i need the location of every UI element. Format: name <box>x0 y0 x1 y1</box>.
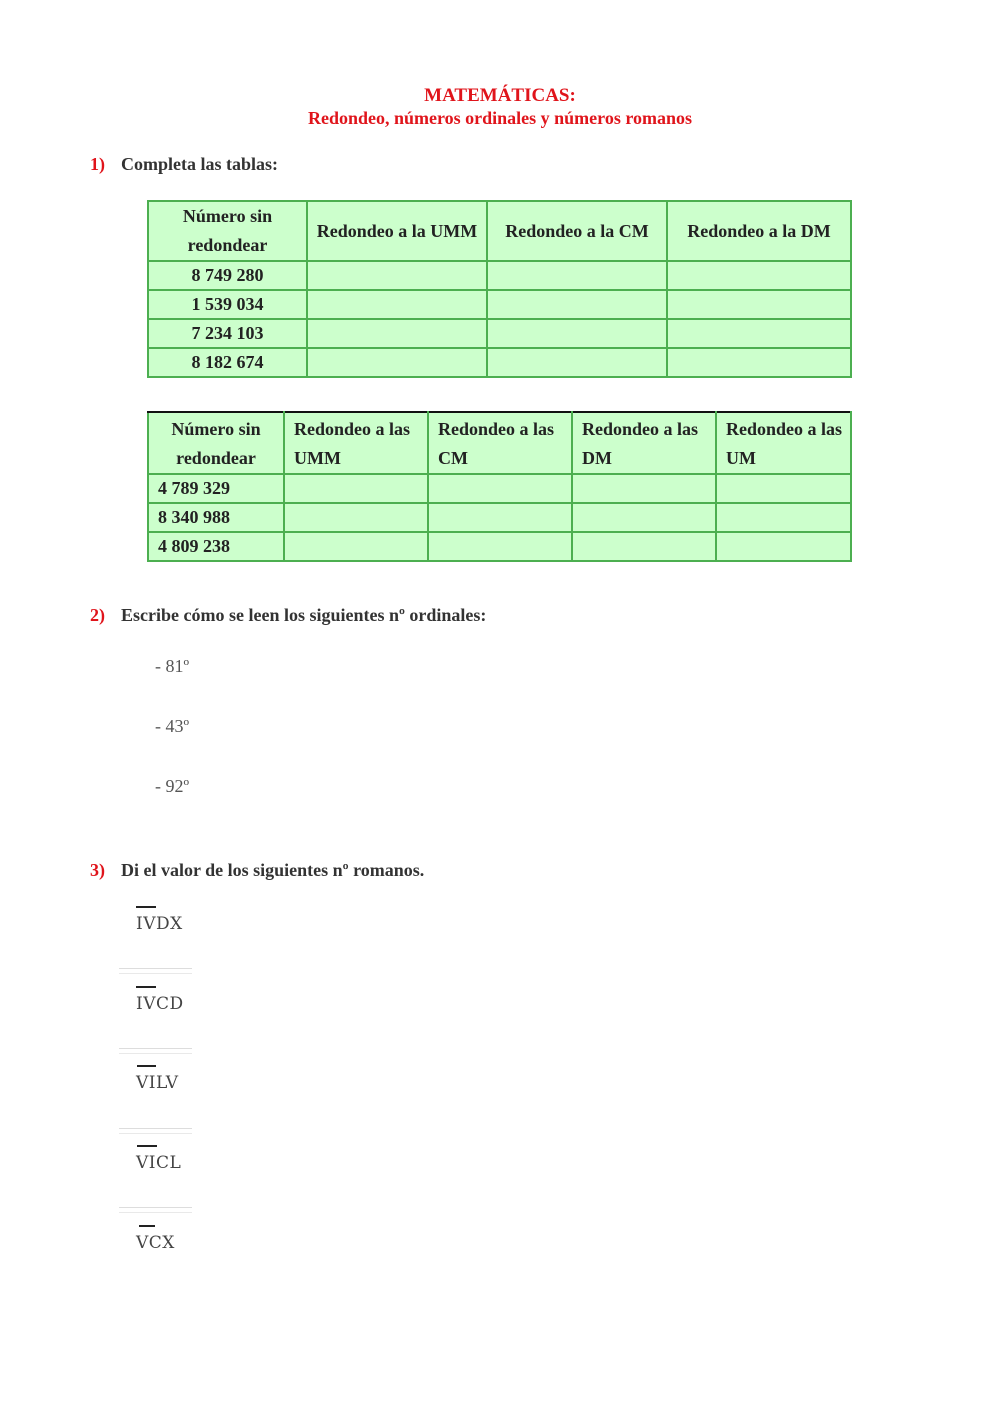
answer-cell[interactable] <box>487 290 667 319</box>
page-subtitle: Redondeo, números ordinales y números romanos <box>307 108 693 128</box>
header-cell: Número sin redondear <box>148 201 307 261</box>
header-cell: Redondeo a las UM <box>716 412 851 474</box>
answer-cell[interactable] <box>487 319 667 348</box>
roman-numeral: VICL <box>136 1153 182 1173</box>
answer-cell[interactable] <box>667 348 851 377</box>
question-text: Di el valor de los siguientes nº romanos. <box>121 860 425 880</box>
header-cell: Redondeo a la UMM <box>307 201 487 261</box>
answer-cell[interactable] <box>307 348 487 377</box>
answer-cell[interactable] <box>307 290 487 319</box>
table-row <box>148 532 851 561</box>
roman-numeral: VILV <box>136 1073 179 1093</box>
number-cell: 4 809 238 <box>148 532 284 561</box>
number-cell: 8 182 674 <box>148 348 307 377</box>
divider <box>119 1048 192 1054</box>
answer-cell[interactable] <box>284 503 428 532</box>
ordinal-item: - 43º <box>155 716 190 736</box>
answer-cell[interactable] <box>487 348 667 377</box>
table-row <box>148 503 851 532</box>
answer-cell[interactable] <box>716 503 851 532</box>
header-cell: Redondeo a las UMM <box>284 412 428 474</box>
answer-cell[interactable] <box>667 261 851 290</box>
number-cell: 8 340 988 <box>148 503 284 532</box>
rounding-table-2 <box>147 411 852 562</box>
answer-cell[interactable] <box>428 532 572 561</box>
overline-mark <box>137 1145 157 1147</box>
number-cell: 8 749 280 <box>148 261 307 290</box>
header-cell: Redondeo a la DM <box>667 201 851 261</box>
question-3 <box>90 860 424 881</box>
question-number: 2) <box>90 605 105 625</box>
table-row <box>148 261 851 290</box>
table-row <box>148 319 851 348</box>
answer-cell[interactable] <box>667 319 851 348</box>
roman-numeral: IVDX <box>136 914 183 934</box>
number-cell: 1 539 034 <box>148 290 307 319</box>
answer-cell[interactable] <box>716 532 851 561</box>
question-text: Completa las tablas: <box>121 154 278 174</box>
ordinal-item: - 92º <box>155 776 190 796</box>
answer-cell[interactable] <box>428 503 572 532</box>
divider <box>119 1207 192 1213</box>
table-row <box>148 290 851 319</box>
table-header-row <box>148 201 851 261</box>
overline-mark <box>136 906 156 908</box>
roman-numeral: VCX <box>136 1233 175 1253</box>
answer-cell[interactable] <box>307 261 487 290</box>
answer-cell[interactable] <box>284 532 428 561</box>
header-cell: Redondeo a la CM <box>487 201 667 261</box>
ordinal-item: - 81º <box>155 656 190 676</box>
number-cell: 4 789 329 <box>148 474 284 503</box>
page-title: MATEMÁTICAS: <box>424 85 576 106</box>
overline-mark <box>136 986 156 988</box>
header-cell: Número sin redondear <box>148 412 284 474</box>
answer-cell[interactable] <box>572 532 716 561</box>
overline-mark <box>137 1065 156 1067</box>
table-header-row <box>148 412 851 474</box>
answer-cell[interactable] <box>667 290 851 319</box>
overline-mark <box>139 1225 155 1227</box>
question-2 <box>90 605 486 626</box>
question-text: Escribe cómo se leen los siguientes nº ordinales: <box>121 605 487 625</box>
answer-cell[interactable] <box>572 503 716 532</box>
divider <box>119 968 192 974</box>
answer-cell[interactable] <box>428 474 572 503</box>
rounding-table-1 <box>147 200 852 378</box>
question-number: 1) <box>90 154 105 174</box>
table-row <box>148 474 851 503</box>
number-cell: 7 234 103 <box>148 319 307 348</box>
header-cell: Redondeo a las CM <box>428 412 572 474</box>
answer-cell[interactable] <box>572 474 716 503</box>
answer-cell[interactable] <box>284 474 428 503</box>
table-row <box>148 348 851 377</box>
question-1 <box>90 154 278 175</box>
header-cell: Redondeo a las DM <box>572 412 716 474</box>
question-number: 3) <box>90 860 105 880</box>
answer-cell[interactable] <box>487 261 667 290</box>
roman-numeral: IVCD <box>136 994 184 1014</box>
answer-cell[interactable] <box>716 474 851 503</box>
answer-cell[interactable] <box>307 319 487 348</box>
divider <box>119 1128 192 1134</box>
